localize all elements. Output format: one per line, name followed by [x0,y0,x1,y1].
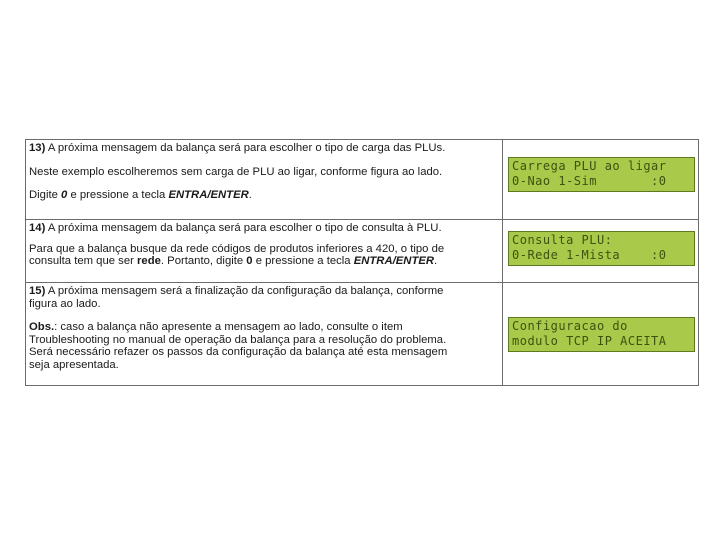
step-action [29,255,498,268]
step-text: A próxima mensagem da balança será para escolher o tipo de carga das PLUs. [45,142,446,154]
table-row [26,283,698,386]
lcd-display [508,157,695,192]
lcd-display [508,231,695,266]
lcd-line: 0-Rede 1-Mista :0 [512,248,667,262]
key-name: ENTRA/ENTER [168,189,249,202]
lcd-line: 0-Nao 1-Sim :0 [512,174,667,188]
step-action [29,189,498,202]
table-row [26,140,698,220]
step-number: 13) [29,142,46,154]
action-text: e pressione a tecla [252,255,354,268]
action-text: e pressione a tecla [67,189,169,202]
lcd-line: Carrega PLU ao ligar [512,159,667,173]
instruction-cell [26,140,503,219]
step-text-continued: figura ao lado. [29,297,101,310]
step-description: Para que a balança busque da rede códigos de produtos inferiores a 420, o tipo de [29,242,445,255]
instruction-cell [26,220,503,282]
obs-note [29,321,498,334]
action-text: . Portanto, digite [160,255,247,268]
lcd-line: Configuracao do [512,319,628,333]
lcd-line: modulo TCP IP ACEITA [512,334,667,348]
action-text: consulta tem que ser [29,255,138,268]
obs-text: : caso a balança não apresente a mensagem ao lado, consulte o item [54,321,403,334]
action-text: . [434,255,438,268]
obs-text-line: Será necessário refazer os passos da configuração da balança até esta mensagem [29,346,448,359]
step-heading [29,285,498,298]
key-value: rede [137,255,161,268]
instruction-cell [26,283,503,386]
step-description: Neste exemplo escolheremos sem carga de PLU ao ligar, conforme figura ao lado. [29,165,443,178]
obs-text-line: Troubleshooting no manual de operação da balança para a resolução do problema. [29,333,447,346]
obs-text-line: seja apresentada. [29,358,119,371]
obs-label: Obs. [29,321,55,334]
key-name: ENTRA/ENTER [353,255,435,268]
action-text: Digite [29,189,62,202]
lcd-line: Consulta PLU: [512,233,613,247]
step-text: A próxima mensagem da balança será para escolher o tipo de consulta à PLU. [45,222,442,234]
step-heading [29,142,498,155]
instruction-table [25,139,699,386]
action-text: . [248,189,252,202]
key-value: 0 [246,255,253,268]
step-heading [29,222,498,235]
step-number: 15) [29,285,46,297]
lcd-display [508,317,695,352]
step-number: 14) [29,222,46,234]
table-row [26,220,698,283]
key-value: 0 [61,189,68,202]
step-text: A próxima mensagem será a finalização da configuração da balança, conforme [45,285,444,297]
